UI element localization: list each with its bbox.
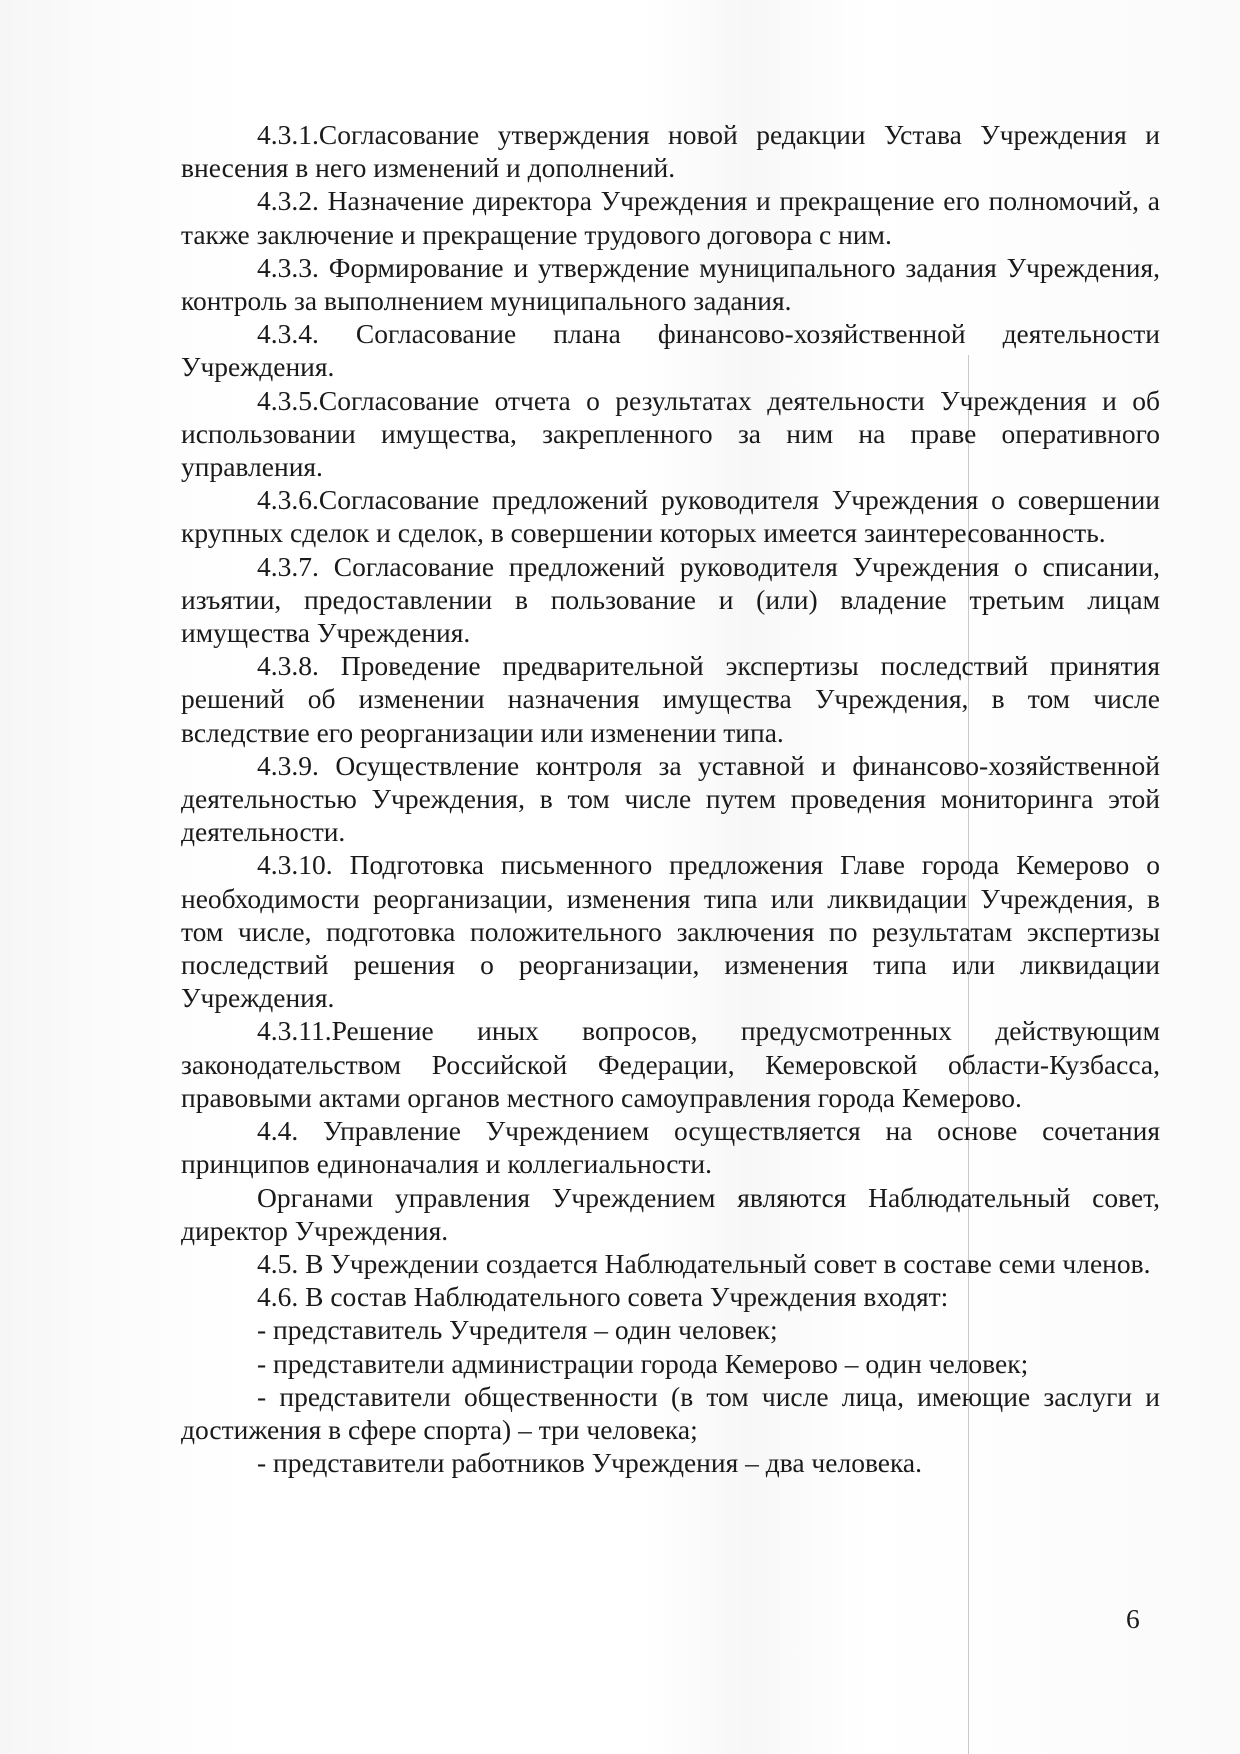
paragraph-4-3-10: 4.3.10. Подготовка письменного предложения Главе города Кемерово о необходимости реорганизации, изменения типа или ликвидации Учреждения, в том числе, подготовка положительного заключения по результатам экспертизы последствий решения о реорганизации, изменения типа или ликвидации Учреждения. [181,849,1160,1014]
paragraph-4-5: 4.5. В Учреждении создается Наблюдательный совет в составе семи членов. [257,1247,1151,1279]
list-item-employee-representatives: - представители работников Учреждения – два человека. [257,1447,922,1479]
paragraph-management-bodies: Органами управления Учреждением являются Наблюдательный совет, директор Учреждения. [181,1181,1160,1246]
page-number: 6 [1126,1603,1140,1634]
list-item-founder-representative: - представитель Учредителя – один человек; [257,1314,778,1346]
document-body [181,118,1160,1479]
paragraph-4-3-3: 4.3.3. Формирование и утверждение муниципального задания Учреждения, контроль за выполнением муниципального задания. [181,251,1160,317]
paragraph-4-4: 4.4. Управление Учреждением осуществляется на основе сочетания принципов единоначалия и коллегиальности. [181,1115,1160,1180]
list-item-administration-representative: - представители администрации города Кемерово – один человек; [257,1347,1029,1379]
list-item-public-representatives: - представители общественности (в том числе лица, имеющие заслуги и достижения в сфере спорта) – три человека; [181,1380,1160,1445]
paragraph-4-3-1: 4.3.1.Согласование утверждения новой редакции Устава Учреждения и внесения в него изменений и дополнений. [181,119,1160,184]
paragraph-4-3-11: 4.3.11.Решение иных вопросов, предусмотренных действующим законодательством Российской Федерации, Кемеровской области-Кузбасса, правовыми актами органов местного самоуправления города Кемерово. [181,1015,1160,1113]
paragraph-4-3-5: 4.3.5.Согласование отчета о результатах деятельности Учреждения и об использовании имущества, закрепленного за ним на праве оперативного управления. [181,384,1160,483]
paragraph-4-6: 4.6. В состав Наблюдательного совета Учреждения входят: [257,1281,949,1313]
paragraph-4-3-2: 4.3.2. Назначение директора Учреждения и прекращение его полномочий, а также заключение и прекращение трудового договора с ним. [181,185,1160,250]
paragraph-4-3-9: 4.3.9. Осуществление контроля за уставной и финансово-хозяйственной деятельностью Учреждения, в том числе путем проведения мониторинга этой деятельности. [181,749,1160,848]
paragraph-4-3-6: 4.3.6.Согласование предложений руководителя Учреждения о совершении крупных сделок и сделок, в совершении которых имеется заинтересованность. [181,484,1160,549]
paragraph-4-3-8: 4.3.8. Проведение предварительной экспертизы последствий принятия решений об изменении назначения имущества Учреждения, в том числе вследствие его реорганизации или изменении типа. [181,650,1160,748]
paragraph-4-3-7: 4.3.7. Согласование предложений руководителя Учреждения о списании, изъятии, предоставлении в пользование и (или) владение третьим лицам имущества Учреждения. [181,550,1160,649]
paragraph-4-3-4: 4.3.4. Согласование плана финансово-хозяйственной деятельности Учреждения. [181,318,1160,383]
